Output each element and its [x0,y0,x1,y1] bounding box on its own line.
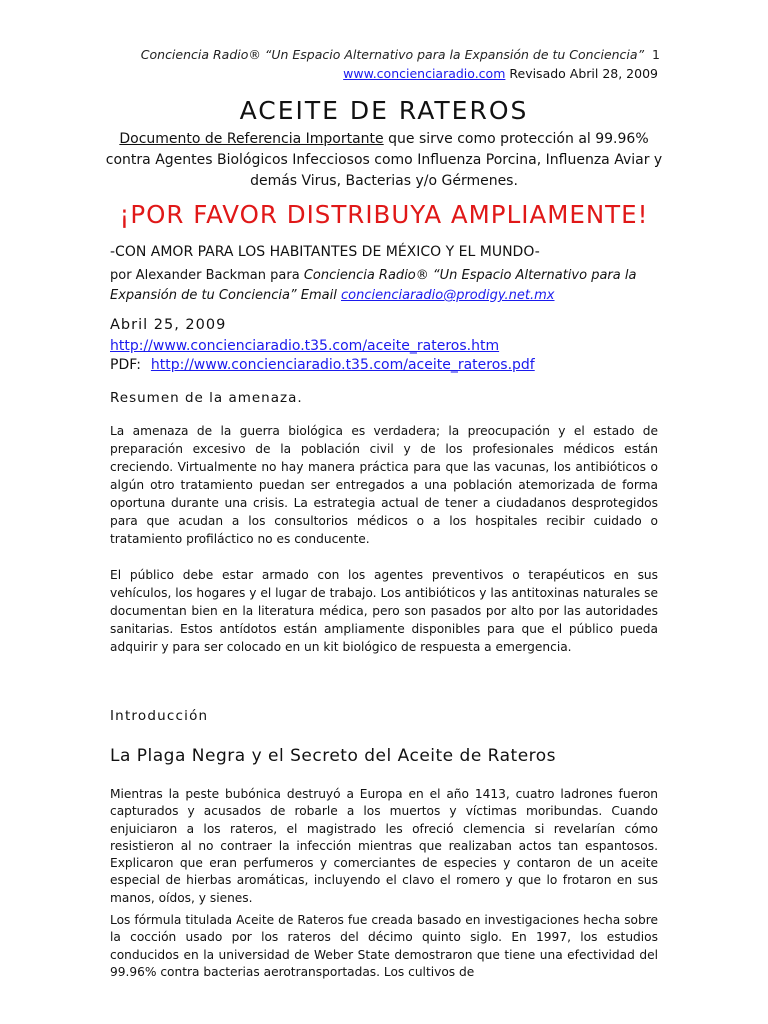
header-title: Conciencia Radio® “Un Espacio Alternativo para la Expansión de tu Conciencia” [140,47,645,62]
paragraph-summary-1: La amenaza de la guerra biológica es verdadera; la preocupación y el estado de preparación excesivo de la población civil y de los profesionales médicos están creciendo. Virtualmente no hay manera práctica para que las vacunas, los antibióticos o algún otro tratamiento puedan ser entregados a una población atemorizada de forma oportuna durante una crisis. La estrategia actual de tener a ciudadanos desprotegidos para que acudan a los consultorios médicos o a los hospitales recibir cuidado o tratamiento profiláctico no es conducente. [110,424,658,546]
byline-prefix: por Alexander Backman para [110,268,304,283]
html-url-link[interactable]: http://www.concienciaradio.t35.com/aceite_rateros.htm [110,338,500,354]
email-link[interactable]: concienciaradio@prodigy.net.mx [341,288,555,303]
paragraph-plague-2: Los fórmula titulada Aceite de Rateros fue creada basado en investigaciones hecha sobre la cocción usado por los rateros del décimo quinto siglo. En 1997, los estudios conducidos en la universidad de Weber State demostraron que tiene una efectividad del 99.96% contra bacterias aerotransportadas. Los cultivos de [110,913,658,979]
section-heading-intro: Introducción [110,708,209,724]
section-heading-plague: La Plaga Negra y el Secreto del Aceite de Rateros [110,746,557,766]
distribute-banner: ¡POR FAVOR DISTRIBUYA AMPLIAMENTE! [119,200,649,229]
page-number: 1 [652,47,660,62]
pdf-label: PDF: [110,357,141,373]
paragraph-summary-2: El público debe estar armado con los agentes preventivos o terapéuticos en sus vehículos, los hogares y el lugar de trabajo. Los antibióticos y las antitoxinas naturales se documentan bien en la literatura médica, pero son pasados por alto por las autoridades sanitarias. Estos antídotos están ampliamente disponibles para que el público pueda adquirir y para ser colocado en un kit biológico de respuesta a emergencia. [110,568,658,654]
section-heading-summary: Resumen de la amenaza. [110,390,303,406]
html-url-line [110,338,499,354]
document-title: ACEITE DE RATEROS [239,96,529,125]
revised-date: Revisado Abril 28, 2009 [509,66,658,81]
pdf-url-line [110,357,535,373]
subtitle-rest: que sirve como protección al 99.96% contra Agentes Biológicos Infecciosos como Influenza Porcina, Influenza Aviar y demás Virus, Bacterias y/o Gérmenes. [105,131,663,189]
publication-date: Abril 25, 2009 [110,317,227,333]
paragraph-plague-1: Mientras la peste bubónica destruyó a Europa en el año 1413, cuatro ladrones fueron capturados y acusados de robarle a los muertos y víctimas moribundas. Cuando enjuiciaron a los rateros, el magistrado les ofreció clemencia si revelarían cómo resistieron al no contraer la infección mientras que realizaban actos tan espantosos. Explicaron que eran perfumeros y comerciantes de especies y contaron de un aceite especial de hierbas aromáticas, incluyendo el clavo el romero y que lo frotaron en sus manos, oídos, y sienes. [110,787,658,905]
byline-org: Conciencia Radio® “Un Espacio Alternativo para la Expansión de tu Conciencia” [110,268,637,303]
dedication: -CON AMOR PARA LOS HABITANTES DE MÉXICO Y EL MUNDO- [110,244,540,260]
byline [110,266,670,306]
pdf-url-link[interactable]: http://www.concienciaradio.t35.com/aceite_rateros.pdf [150,357,535,373]
email-label: Email [296,288,341,303]
subtitle-underlined: Documento de Referencia Importante [119,131,384,147]
document-subtitle [100,129,668,192]
running-header [141,47,660,62]
site-link[interactable]: www.concienciaradio.com [343,66,506,81]
header-meta [343,66,658,81]
